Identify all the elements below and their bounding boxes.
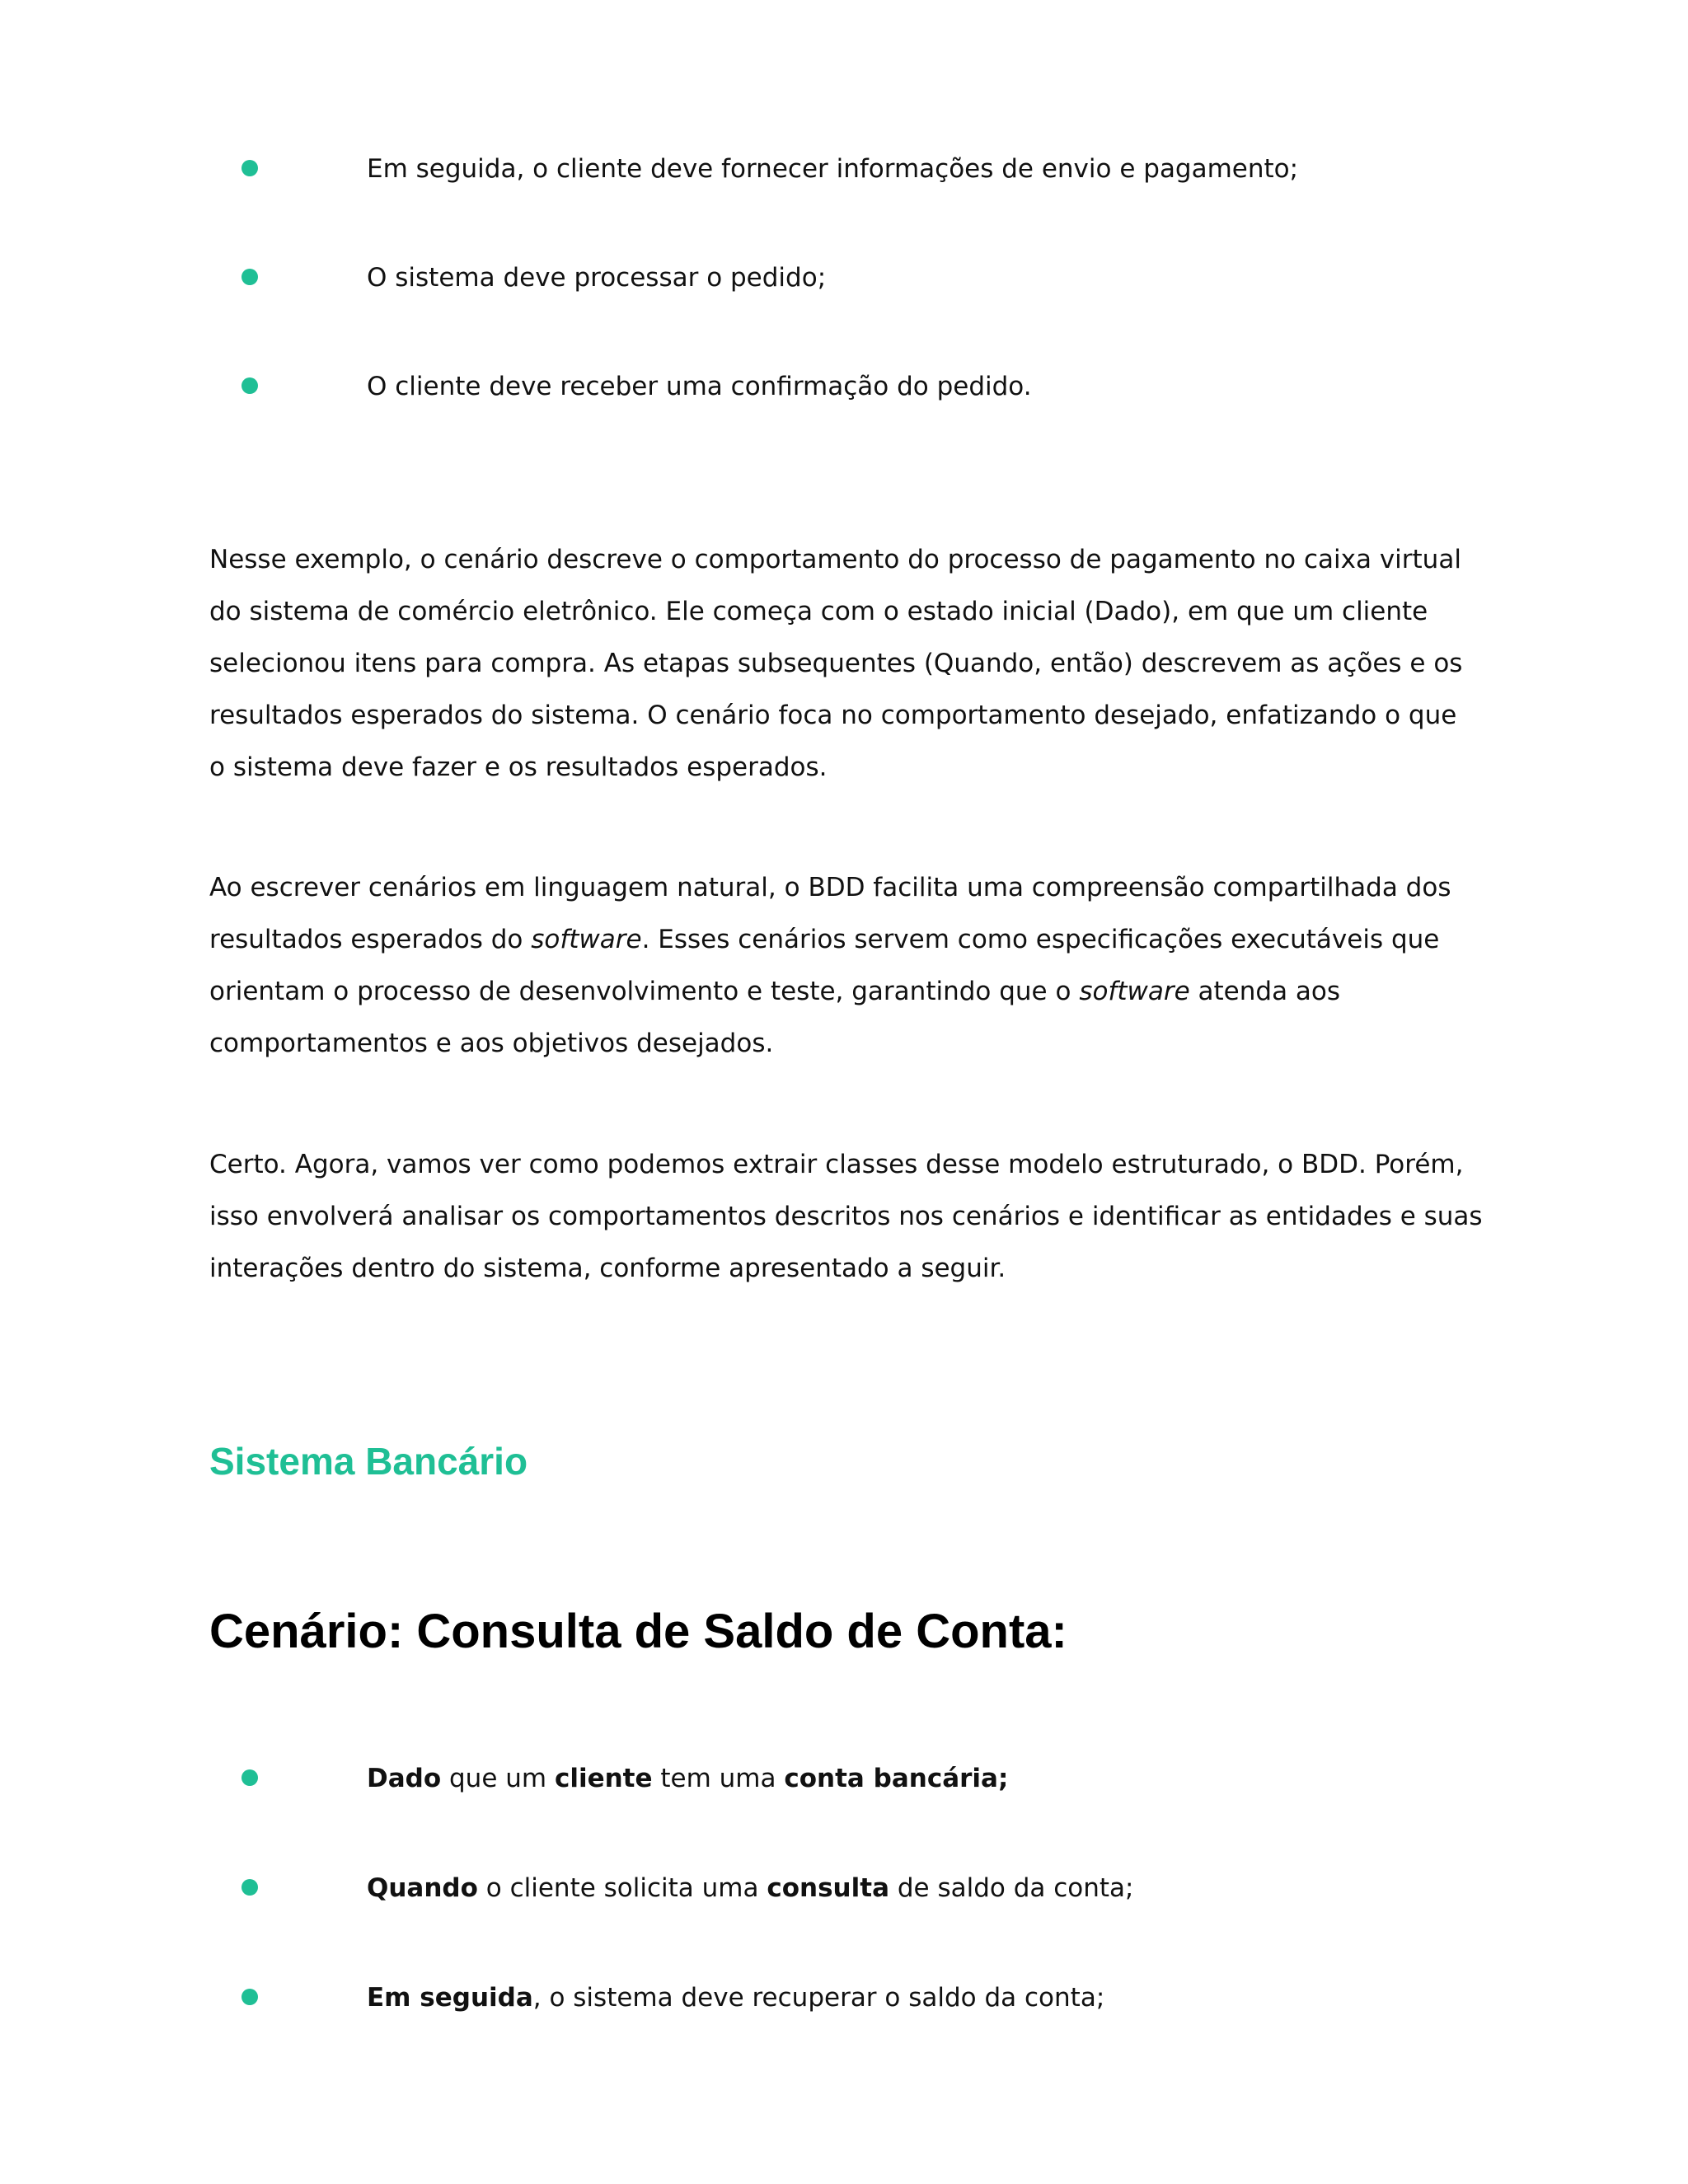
paragraph-line: comportamentos e aos objetivos desejados. <box>209 1029 774 1058</box>
paragraph-line: Nesse exemplo, o cenário descreve o comportamento do processo de pagamento no caixa virtual <box>209 545 1461 574</box>
paragraph-extract-classes <box>209 1139 1483 1295</box>
list-item-text: O sistema deve processar o pedido; <box>367 263 827 293</box>
italic-term: software <box>1079 977 1190 1006</box>
list-item-text: Em seguida, o cliente deve fornecer informações de envio e pagamento; <box>367 154 1299 184</box>
bold-keyword: Dado <box>367 1764 442 1793</box>
text-span: . Esses cenários servem como especificações executáveis que <box>641 925 1440 954</box>
list-item-text <box>367 1762 1008 1795</box>
bullet-dot-icon <box>241 377 258 394</box>
list-item <box>0 1746 1688 1811</box>
bullet-dot-icon <box>241 269 258 285</box>
paragraph-line: Ao escrever cenários em linguagem natural, o BDD facilita uma compreensão compartilhada dos <box>209 873 1451 902</box>
list-item <box>0 245 1688 311</box>
text-span: tem uma <box>652 1764 785 1793</box>
bold-keyword: cliente <box>554 1764 653 1793</box>
list-item-text <box>367 1872 1134 1905</box>
list-item <box>0 1965 1688 2031</box>
bold-keyword: conta bancária <box>784 1764 998 1793</box>
text-span: orientam o processo de desenvolvimento e teste, garantindo que o <box>209 977 1080 1006</box>
bullet-dot-icon <box>241 1989 258 2005</box>
text-span: o cliente solicita uma <box>477 1873 767 1903</box>
text-span: , o sistema deve recuperar o saldo da conta; <box>532 1983 1105 2013</box>
bold-keyword: consulta <box>767 1873 889 1903</box>
list-item <box>0 354 1688 419</box>
scenario-title: Cenário: Consulta de Saldo de Conta: <box>209 1605 1067 1658</box>
text-span: de saldo da conta; <box>889 1873 1134 1903</box>
list-item <box>0 136 1688 202</box>
list-item-text: O cliente deve receber uma confirmação do pedido. <box>367 372 1032 401</box>
text-span: ; <box>997 1764 1009 1793</box>
list-item <box>0 1855 1688 1921</box>
text-span: que um <box>441 1764 555 1793</box>
paragraph-line: Certo. Agora, vamos ver como podemos extrair classes desse modelo estruturado, o BDD. Porém, <box>209 1150 1464 1179</box>
paragraph-line: selecionou itens para compra. As etapas subsequentes (Quando, então) descrevem as ações e os <box>209 649 1463 678</box>
text-span: atenda aos <box>1189 977 1341 1006</box>
paragraph-line: resultados esperados do sistema. O cenário foca no comportamento desejado, enfatizando o que <box>209 701 1457 730</box>
paragraph-line: isso envolverá analisar os comportamentos descritos nos cenários e identificar as entidades e suas <box>209 1202 1483 1231</box>
bold-keyword: Em seguida <box>367 1983 533 2013</box>
paragraph-line <box>209 966 1479 1018</box>
italic-term: software <box>531 925 642 954</box>
section-heading: Sistema Bancário <box>209 1440 528 1483</box>
bullet-dot-icon <box>241 1879 258 1896</box>
bold-keyword: Quando <box>367 1873 478 1903</box>
paragraph-line: o sistema deve fazer e os resultados esperados. <box>209 752 828 782</box>
bullet-dot-icon <box>241 160 258 176</box>
text-span: resultados esperados do <box>209 925 532 954</box>
paragraph-line: interações dentro do sistema, conforme apresentado a seguir. <box>209 1254 1006 1283</box>
list-item-text <box>367 1981 1104 2014</box>
bullet-dot-icon <box>241 1769 258 1786</box>
paragraph-line <box>209 914 1479 966</box>
paragraph-line: do sistema de comércio eletrônico. Ele começa com o estado inicial (Dado), em que um cliente <box>209 597 1428 626</box>
paragraph-bdd-natural-language <box>209 862 1479 1070</box>
paragraph-example-description <box>209 534 1479 794</box>
